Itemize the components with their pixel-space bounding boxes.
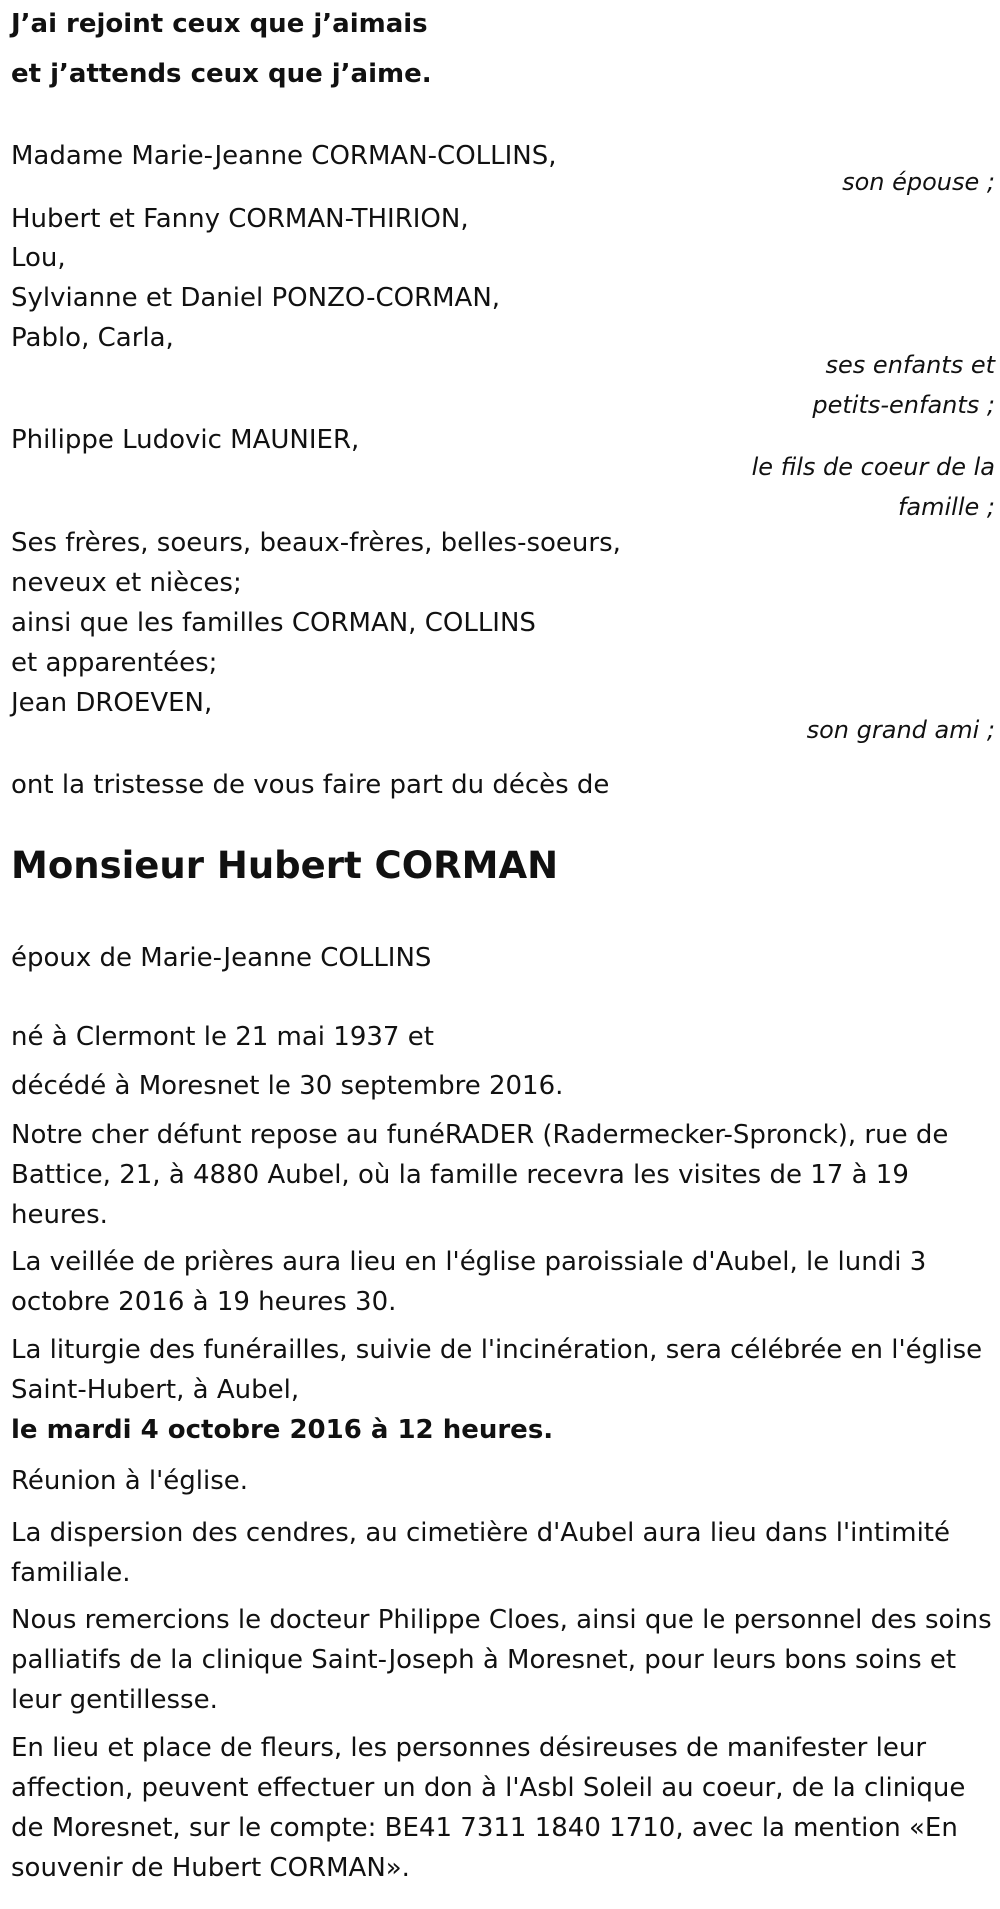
child-2: Sylvianne et Daniel PONZO-CORMAN, (11, 283, 501, 313)
liturgy-paragraph: La liturgie des funérailles, suivie de l'incinération, sera célébrée en l'église Saint-Hubert, à Aubel, (11, 1335, 983, 1405)
families-line-2: et apparentées; (11, 648, 218, 678)
child-1: Hubert et Fanny CORMAN-THIRION, (11, 204, 469, 234)
thanks-paragraph: Nous remercions le docteur Philippe Cloes, ainsi que le personnel des soins palliatifs de la clinique Saint-Joseph à Moresnet, pour leurs bons soins et leur gentillesse. (11, 1605, 992, 1715)
heart-son-role-line-2: famille ; (897, 493, 995, 521)
donation-paragraph: En lieu et place de fleurs, les personnes désireuses de manifester leur affection, peuvent effectuer un don à l'Asbl Soleil au coeur, de la clinique de Moresnet, sur le compte: BE41 7311 1840 1710, avec la mention «En souvenir de Hubert CORMAN». (11, 1733, 966, 1883)
heart-son-name: Philippe Ludovic MAUNIER, (11, 425, 360, 455)
announcement: ont la tristesse de vous faire part du décès de (11, 770, 610, 800)
quote-line-2: et j’attends ceux que j’aime. (11, 59, 432, 89)
families-line-1: ainsi que les familles CORMAN, COLLINS (11, 608, 536, 638)
grandchild-1: Lou, (11, 243, 66, 273)
death-info: décédé à Moresnet le 30 septembre 2016. (11, 1071, 564, 1101)
spouse-of: époux de Marie-Jeanne COLLINS (11, 943, 432, 973)
heart-son-role-line-1: le fils de coeur de la (751, 453, 995, 481)
ashes-paragraph: La dispersion des cendres, au cimetière d'Aubel aura lieu dans l'intimité familiale. (11, 1518, 950, 1588)
meeting-paragraph: Réunion à l'église. (11, 1466, 249, 1496)
siblings-line-2: neveux et nièces; (11, 568, 242, 598)
funeral-date: le mardi 4 octobre 2016 à 12 heures. (11, 1415, 554, 1445)
children-role-line-1: ses enfants et (825, 351, 995, 379)
spouse-role: son épouse ; (842, 168, 995, 196)
spouse-name: Madame Marie-Jeanne CORMAN-COLLINS, (11, 141, 557, 171)
friend-name: Jean DROEVEN, (11, 688, 213, 718)
birth-info: né à Clermont le 21 mai 1937 et (11, 1022, 434, 1052)
friend-role: son grand ami ; (806, 716, 995, 744)
quote-line-1: J’ai rejoint ceux que j’aimais (11, 9, 428, 39)
rest-paragraph: Notre cher défunt repose au funéRADER (Radermecker-Spronck), rue de Battice, 21, à 4880 Aubel, où la famille recevra les visites de 17 à 19 heures. (11, 1120, 949, 1230)
siblings-line-1: Ses frères, soeurs, beaux-frères, belles-soeurs, (11, 528, 621, 558)
vigil-paragraph: La veillée de prières aura lieu en l'église paroissiale d'Aubel, le lundi 3 octobre 2016 à 19 heures 30. (11, 1247, 927, 1317)
grandchild-2: Pablo, Carla, (11, 323, 174, 353)
deceased-name: Monsieur Hubert CORMAN (11, 844, 559, 887)
children-role-line-2: petits-enfants ; (812, 391, 995, 419)
